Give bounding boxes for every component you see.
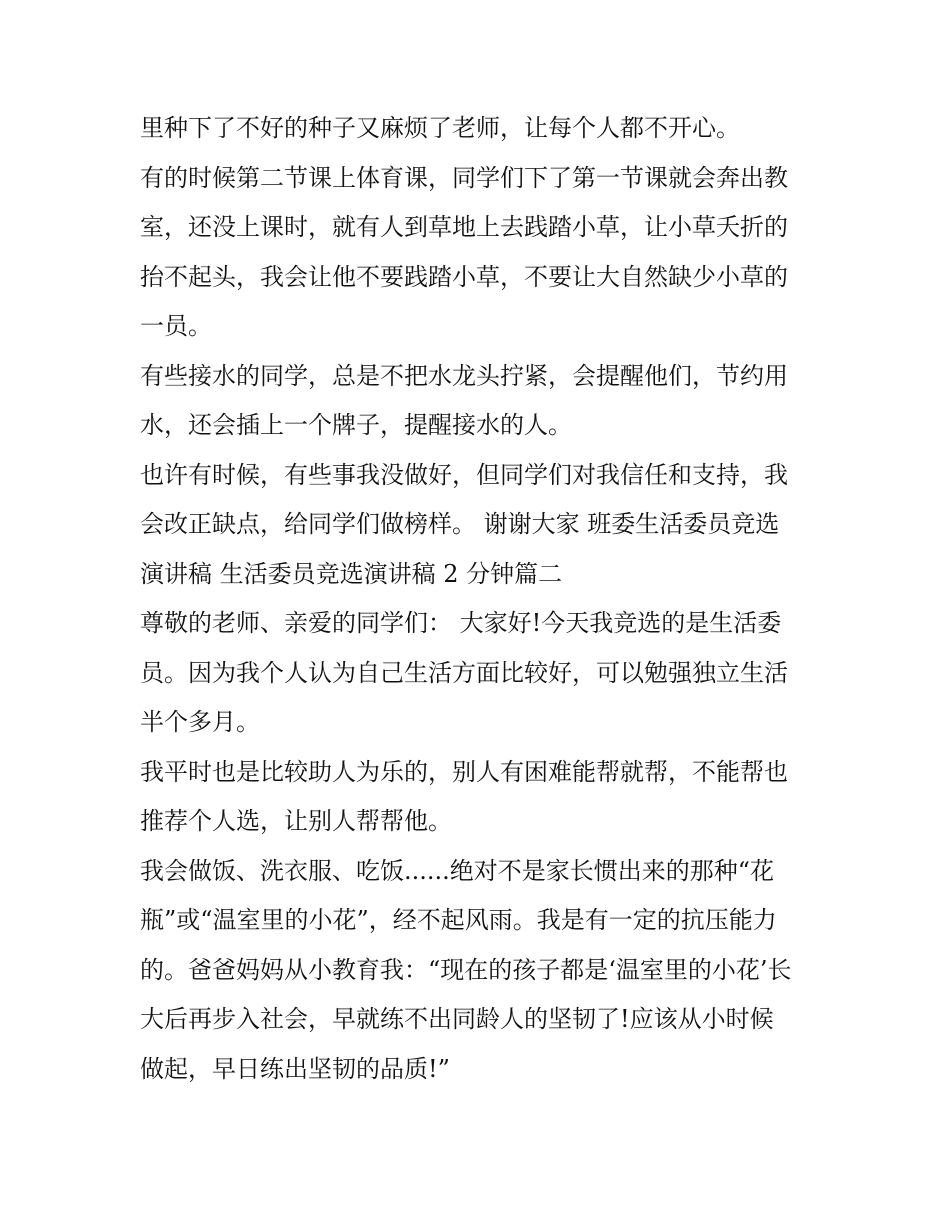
text-line: 也许有时候，有些事我没做好，但同学们对我信任和支持，我	[140, 460, 788, 489]
text-line: 的。爸爸妈妈从小教育我：“现在的孩子都是‘温室里的小花’长	[140, 955, 792, 984]
text-line: 半个多月。	[140, 708, 260, 736]
document-body	[140, 104, 820, 1094]
text-line: 室，还没上课时，就有人到草地上去践踏小草，让小草夭折的	[140, 213, 788, 241]
text-line: 我会做饭、洗衣服、吃饭......绝对不是家长惯出来的那种“花	[140, 856, 775, 885]
text-line: 有的时候第二节课上体育课，同学们下了第一节课就会奔出教	[140, 163, 788, 192]
text-line: 做起，早日练出坚韧的品质!”	[140, 1054, 450, 1083]
text-line: 瓶”或“温室里的小花”，经不起风雨。我是有一定的抗压能力	[140, 906, 777, 934]
text-line: 有些接水的同学，总是不把水龙头拧紧，会提醒他们，节约用	[140, 361, 788, 390]
text-line: 会改正缺点，给同学们做榜样。 谢谢大家 班委生活委员竞选	[140, 510, 780, 538]
text-line: 推荐个人选，让别人帮帮他。	[140, 807, 452, 835]
text-line: 里种下了不好的种子又麻烦了老师，让每个人都不开心。	[140, 114, 740, 142]
text-line: 尊敬的老师、亲爱的同学们： 大家好!今天我竞选的是生活委	[140, 609, 782, 637]
text-line: 演讲稿 生活委员竞选演讲稿 2 分钟篇二	[140, 559, 563, 588]
text-line: 水，还会插上一个牌子，提醒接水的人。	[140, 411, 572, 439]
text-line: 我平时也是比较助人为乐的，别人有困难能帮就帮，不能帮也	[140, 757, 788, 786]
text-line: 一员。	[140, 312, 212, 340]
text-line: 员。因为我个人认为自己生活方面比较好，可以勉强独立生活	[140, 658, 788, 687]
text-line: 大后再步入社会，早就练不出同龄人的坚韧了!应该从小时候	[140, 1005, 774, 1033]
text-line: 抬不起头，我会让他不要践踏小草，不要让大自然缺少小草的	[140, 262, 788, 291]
